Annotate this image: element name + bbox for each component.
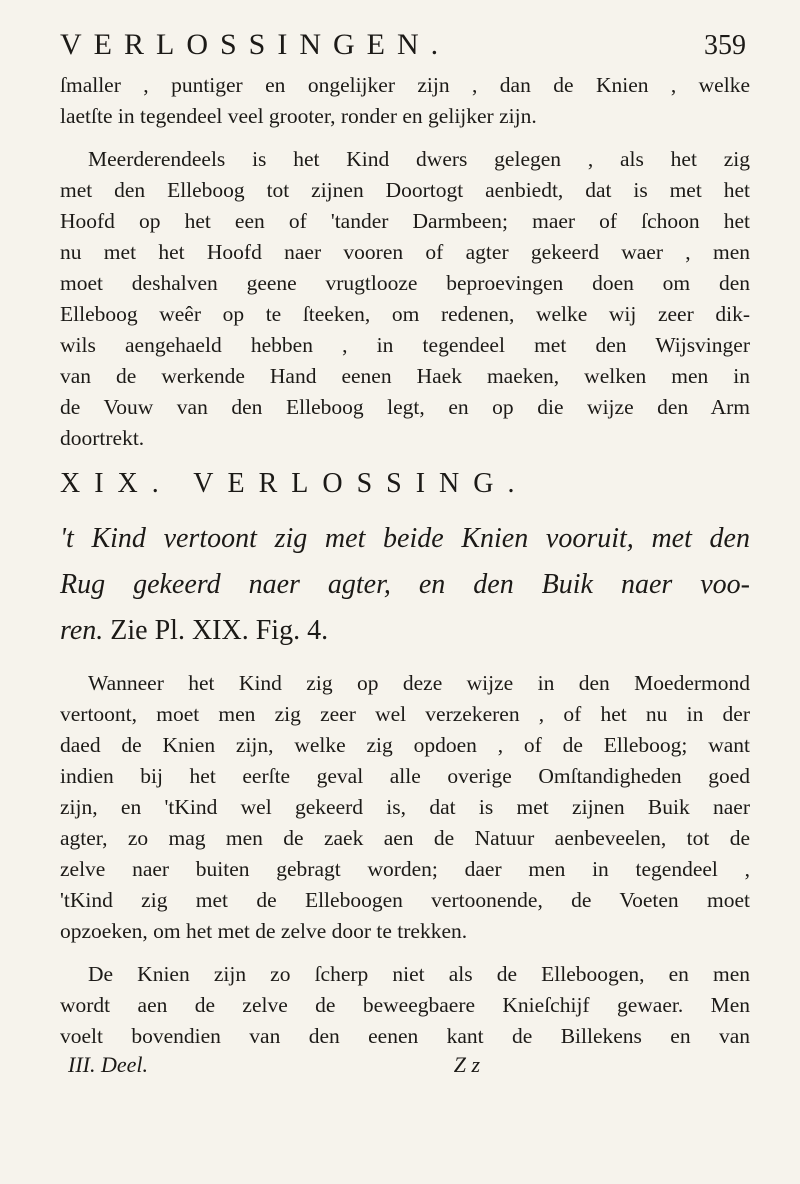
text-line: 'tKind zig met de Elleboogen vertoonende, de Voeten moet	[60, 888, 750, 912]
running-title: VERLOSSINGEN.	[60, 28, 451, 61]
text-line: moet deshalven geene vrugtlooze beproevingen doen om den	[60, 271, 750, 295]
running-head	[60, 28, 750, 70]
text-line: de Vouw van den Elleboog legt, en op die wijze den Arm	[60, 395, 750, 419]
text-line: De Knien zijn zo ſcherp niet als de Elleboogen, en men	[88, 962, 750, 986]
text-line: Elleboog weêr op te ſteeken, om redenen, welke wij zeer dik-	[60, 302, 750, 326]
section-heading: XIX. VERLOSSING.	[60, 468, 529, 499]
text-line: wils aengehaeld hebben , in tegendeel met den Wijsvinger	[60, 333, 750, 357]
section-summary	[60, 516, 750, 654]
paragraph-2	[60, 144, 750, 454]
text-line: wordt aen de zelve de beweegbaere Knieſchijf gewaer. Men	[60, 993, 750, 1017]
text-line: laetſte in tegendeel veel grooter, ronder en gelijker zijn.	[60, 104, 537, 128]
book-page	[60, 28, 750, 1078]
page-footer	[60, 1052, 750, 1078]
paragraph-3	[60, 668, 750, 947]
signature-mark: Z z	[453, 1052, 480, 1077]
paragraph-4	[60, 959, 750, 1052]
volume-label: III. Deel.	[68, 1052, 149, 1077]
figure-reference: Zie Pl. XIX. Fig. 4.	[110, 615, 329, 646]
summary-line-with-figure-ref	[60, 608, 750, 654]
text-line: voelt bovendien van den eenen kant de Billekens en van	[60, 1024, 750, 1048]
text-line: Wanneer het Kind zig op deze wijze in den Moedermond	[88, 671, 750, 695]
summary-line: ren.	[60, 615, 104, 646]
text-line: ſmaller , puntiger en ongelijker zijn , dan de Knien , welke	[60, 73, 750, 97]
text-line: Meerderendeels is het Kind dwers gelegen , als het zig	[88, 147, 750, 171]
text-line: vertoont, moet men zig zeer wel verzekeren , of het nu in der	[60, 702, 750, 726]
text-line: zijn, en 'tKind wel gekeerd is, dat is met zijnen Buik naer	[60, 795, 750, 819]
page-number: 359	[704, 30, 746, 61]
text-line: nu met het Hoofd naer vooren of agter gekeerd waer , men	[60, 240, 750, 264]
paragraph-1	[60, 70, 750, 132]
summary-line: 't Kind vertoont zig met beide Knien vooruit, met den	[60, 523, 750, 554]
text-line: Hoofd op het een of 'tander Darmbeen; maer of ſchoon het	[60, 209, 750, 233]
text-line: agter, zo mag men de zaek aen de Natuur aenbeveelen, tot de	[60, 826, 750, 850]
text-line: opzoeken, om het met de zelve door te trekken.	[60, 919, 468, 943]
text-line: met den Elleboog tot zijnen Doortogt aenbiedt, dat is met het	[60, 178, 750, 202]
text-line: zelve naer buiten gebragt worden; daer men in tegendeel ,	[60, 857, 750, 881]
text-line: indien bij het eerſte geval alle overige Omſtandigheden goed	[60, 764, 750, 788]
text-line: van de werkende Hand eenen Haek maeken, welken men in	[60, 364, 750, 388]
text-line: doortrekt.	[60, 426, 145, 450]
summary-line: Rug gekeerd naer agter, en den Buik naer voo-	[60, 569, 750, 600]
text-line: daed de Knien zijn, welke zig opdoen , of de Elleboog; want	[60, 733, 750, 757]
